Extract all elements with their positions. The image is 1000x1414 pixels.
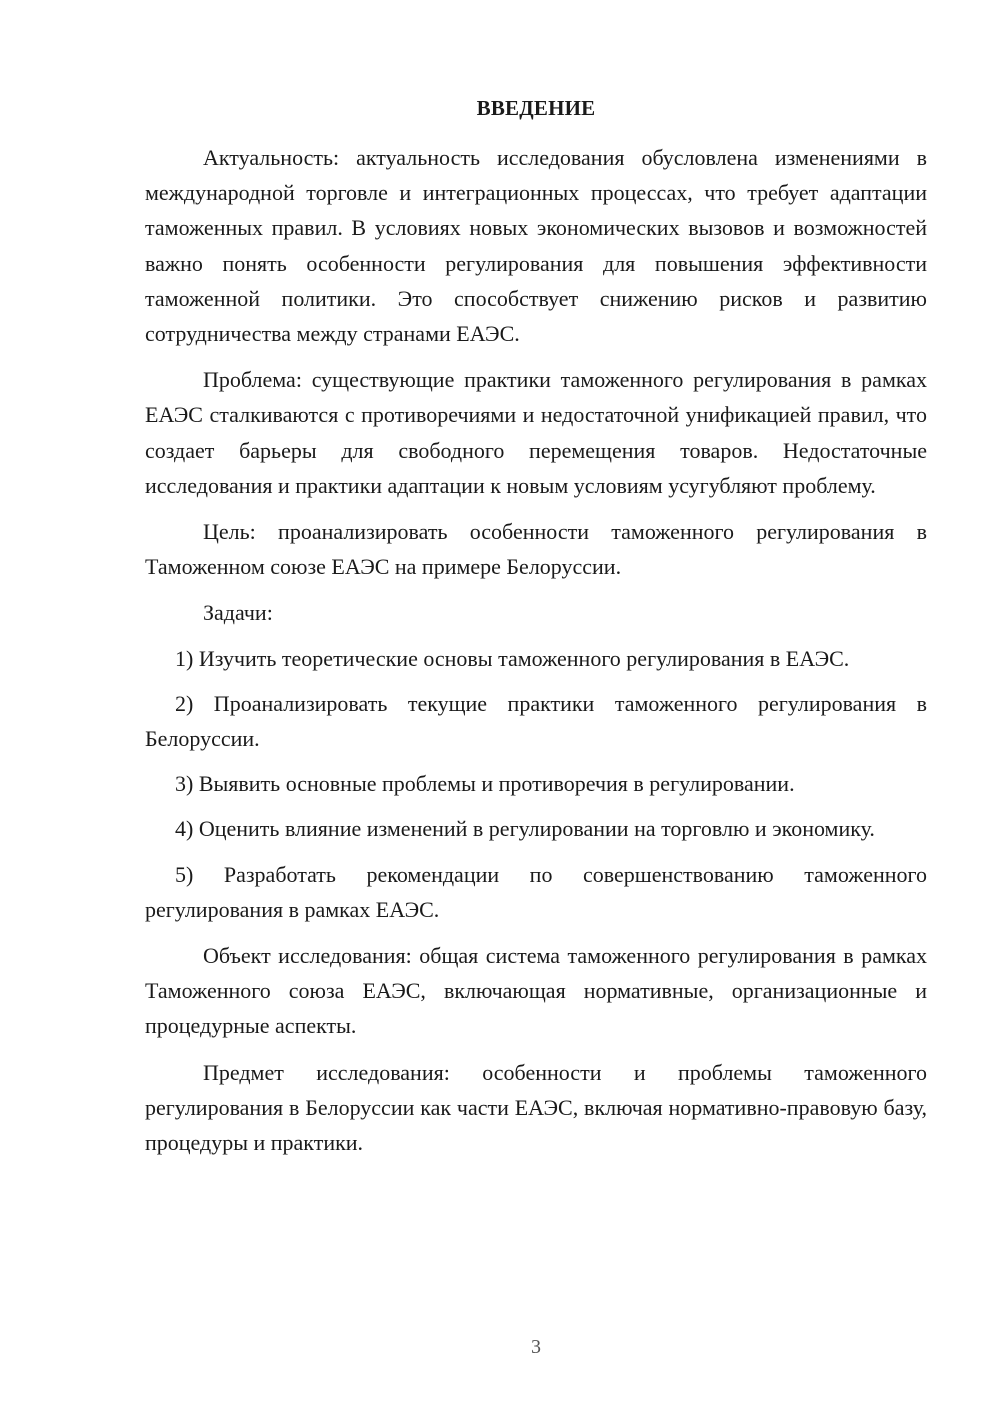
paragraph-object: Объект исследования: общая система таможенного регулирования в рамках Таможенного союза ЕАЭС, включающая нормативные, организационные и процедурные аспекты. [145, 943, 927, 1039]
document-body [145, 140, 927, 1160]
list-item: 2) Проанализировать текущие практики таможенного регулирования в Белоруссии. [145, 690, 927, 752]
list-item: 1) Изучить теоретические основы таможенного регулирования в ЕАЭС. [175, 645, 850, 671]
tasks-label: Задачи: [203, 600, 273, 626]
tasks-list [145, 641, 927, 927]
page-number: 3 [531, 1336, 541, 1358]
paragraph-subject: Предмет исследования: особенности и проблемы таможенного регулирования в Белоруссии как части ЕАЭС, включая нормативно-правовую базу, процедуры и практики. [145, 1059, 927, 1156]
section-heading: ВВЕДЕНИЕ [476, 96, 596, 120]
paragraph-goal: Цель: проанализировать особенности таможенного регулирования в Таможенном союзе ЕАЭС на примере Белоруссии. [145, 519, 927, 580]
list-item: 5) Разработать рекомендации по совершенствованию таможенного регулирования в рамках ЕАЭС. [145, 861, 927, 922]
paragraph-relevance: Актуальность: актуальность исследования обусловлена изменениями в международной торговле и интеграционных процессах, что требует адаптации таможенных правил. В условиях новых экономических вызовов и возможностей важно понять особенности регулирования для повышения эффективности таможенной политики. Это способствует снижению рисков и развитию сотрудничества между странами ЕАЭС. [145, 145, 927, 347]
paragraph-problem: Проблема: существующие практики таможенного регулирования в рамках ЕАЭС сталкиваются с противоречиями и недостаточной унификацией правил, что создает барьеры для свободного перемещения товаров. Недостаточные исследования и практики адаптации к новым условиям усугубляют проблему. [145, 367, 927, 498]
list-item: 3) Выявить основные проблемы и противоречия в регулировании. [175, 771, 795, 797]
list-item: 4) Оценить влияние изменений в регулировании на торговлю и экономику. [175, 816, 875, 842]
